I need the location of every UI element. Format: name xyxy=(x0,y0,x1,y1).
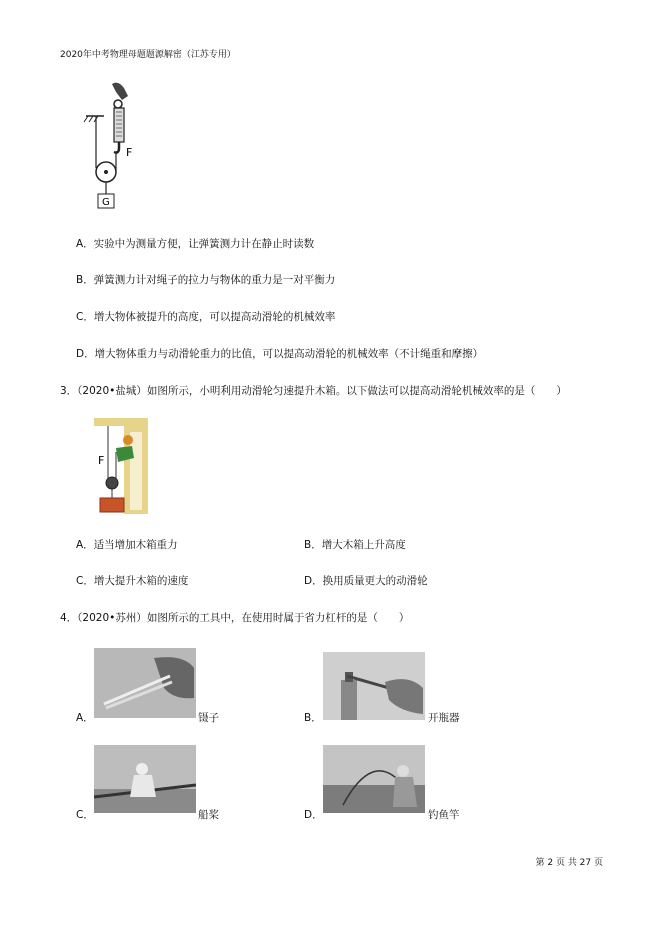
q2-option-b: B．弹簧测力计对绳子的拉力与物体的重力是一对平衡力 xyxy=(76,274,336,286)
q3-option-c: C．增大提升木箱的速度 xyxy=(76,575,189,587)
q3-option-d: D．换用质量更大的动滑轮 xyxy=(304,575,428,587)
q4-stem: 4．（2020•苏州）如图所示的工具中，在使用时属于省力杠杆的是（ ） xyxy=(60,612,410,624)
q4-option-c-caption: 船桨 xyxy=(198,809,219,821)
bottle-opener-photo xyxy=(323,652,425,720)
q4-option-b-caption: 开瓶器 xyxy=(428,712,460,724)
fishing-rod-photo xyxy=(323,745,425,813)
q2-option-a: A．实验中为测量方便，让弹簧测力计在静止时读数 xyxy=(76,238,315,250)
frame-top xyxy=(94,418,148,426)
q2-option-d: D．增大物体重力与动滑轮重力的比值，可以提高动滑轮的机械效率（不计绳重和摩擦） xyxy=(76,348,484,360)
q4-option-c-letter: C． xyxy=(76,809,94,821)
pulley xyxy=(106,477,118,489)
q4-option-a-caption: 镊子 xyxy=(198,712,219,724)
scale-ring xyxy=(114,100,122,108)
q4-option-b-letter: B． xyxy=(304,712,322,724)
q4-option-d-letter: D． xyxy=(304,809,323,821)
q2-option-c: C．增大物体被提升的高度，可以提高动滑轮的机械效率 xyxy=(76,311,336,323)
weight-label-g: G xyxy=(102,197,110,208)
tweezers-photo xyxy=(94,648,196,718)
q3-stem: 3．（2020•盐城）如图所示，小明利用动滑轮匀速提升木箱。以下做法可以提高动滑轮机械效率的是（ ） xyxy=(60,385,567,397)
force-label-f: F xyxy=(98,454,105,467)
page-footer: 第 2 页 共 27 页 xyxy=(535,858,603,868)
q4-option-a-letter: A． xyxy=(76,712,94,724)
oar-photo xyxy=(94,745,196,813)
hand-clamp xyxy=(112,83,128,100)
box-lifting-figure xyxy=(88,418,150,518)
wooden-box xyxy=(100,498,124,512)
force-label-f: F xyxy=(126,146,133,159)
q3-option-b: B．增大木箱上升高度 xyxy=(304,539,406,551)
pulley-scale-figure xyxy=(82,82,172,212)
page-header: 2020年中考物理母题题源解密（江苏专用） xyxy=(60,50,236,60)
hatch xyxy=(89,116,93,122)
scale-hook xyxy=(114,142,119,153)
hatch xyxy=(84,116,88,122)
man-head xyxy=(123,435,133,445)
q3-option-a: A．适当增加木箱重力 xyxy=(76,539,178,551)
spring-scale-body xyxy=(114,108,124,142)
q4-option-d-caption: 钓鱼竿 xyxy=(428,809,460,821)
